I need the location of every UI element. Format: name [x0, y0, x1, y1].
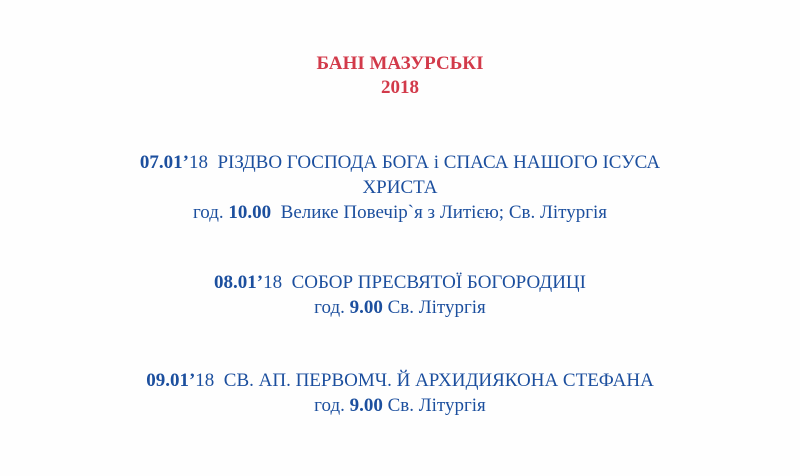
entry-date-bold: 08.01’: [214, 272, 264, 293]
entry-service-line: [0, 393, 800, 418]
document-title: БАНІ МАЗУРСЬКІ: [316, 53, 484, 74]
entry-title: РІЗДВО ГОСПОДА БОГА і СПАСА НАШОГО ІСУСА: [207, 152, 661, 173]
entry-title-continued: ХРИСТА: [362, 177, 438, 198]
entry-service: Велике Повечір`я з Литією; Св. Літургія: [271, 202, 608, 223]
entry-heading: [0, 270, 800, 295]
entry-title: СОБОР ПРЕСВЯТОЇ БОГОРОДИЦІ: [282, 272, 586, 293]
entry-title: СВ. АП. ПЕРВОМЧ. Й АРХИДИЯКОНА СТЕФАНА: [214, 370, 654, 391]
entry-time: 10.00: [228, 202, 272, 223]
entry-date-bold: 09.01’: [146, 370, 196, 391]
entry-time-prefix: год.: [314, 395, 350, 416]
document-year: 2018: [381, 77, 419, 98]
entry-heading: [0, 150, 800, 175]
entry-service: Св. Літургія: [382, 297, 486, 318]
entry-time: 9.00: [349, 297, 383, 318]
entry-time-prefix: год.: [192, 202, 229, 223]
schedule-entry-0701: [0, 150, 800, 225]
entry-time-prefix: год.: [314, 297, 350, 318]
entry-heading: [0, 368, 800, 393]
entry-date-year: 18: [263, 272, 283, 293]
entry-service: Св. Літургія: [382, 395, 486, 416]
schedule-entry-0901: [0, 368, 800, 418]
entry-service-line: [0, 295, 800, 320]
entry-service-line: [0, 200, 800, 225]
schedule-entry-0801: [0, 270, 800, 320]
entry-date-bold: 07.01’: [139, 152, 189, 173]
entry-time: 9.00: [349, 395, 383, 416]
entry-date-year: 18: [195, 370, 215, 391]
entry-date-year: 18: [188, 152, 208, 173]
